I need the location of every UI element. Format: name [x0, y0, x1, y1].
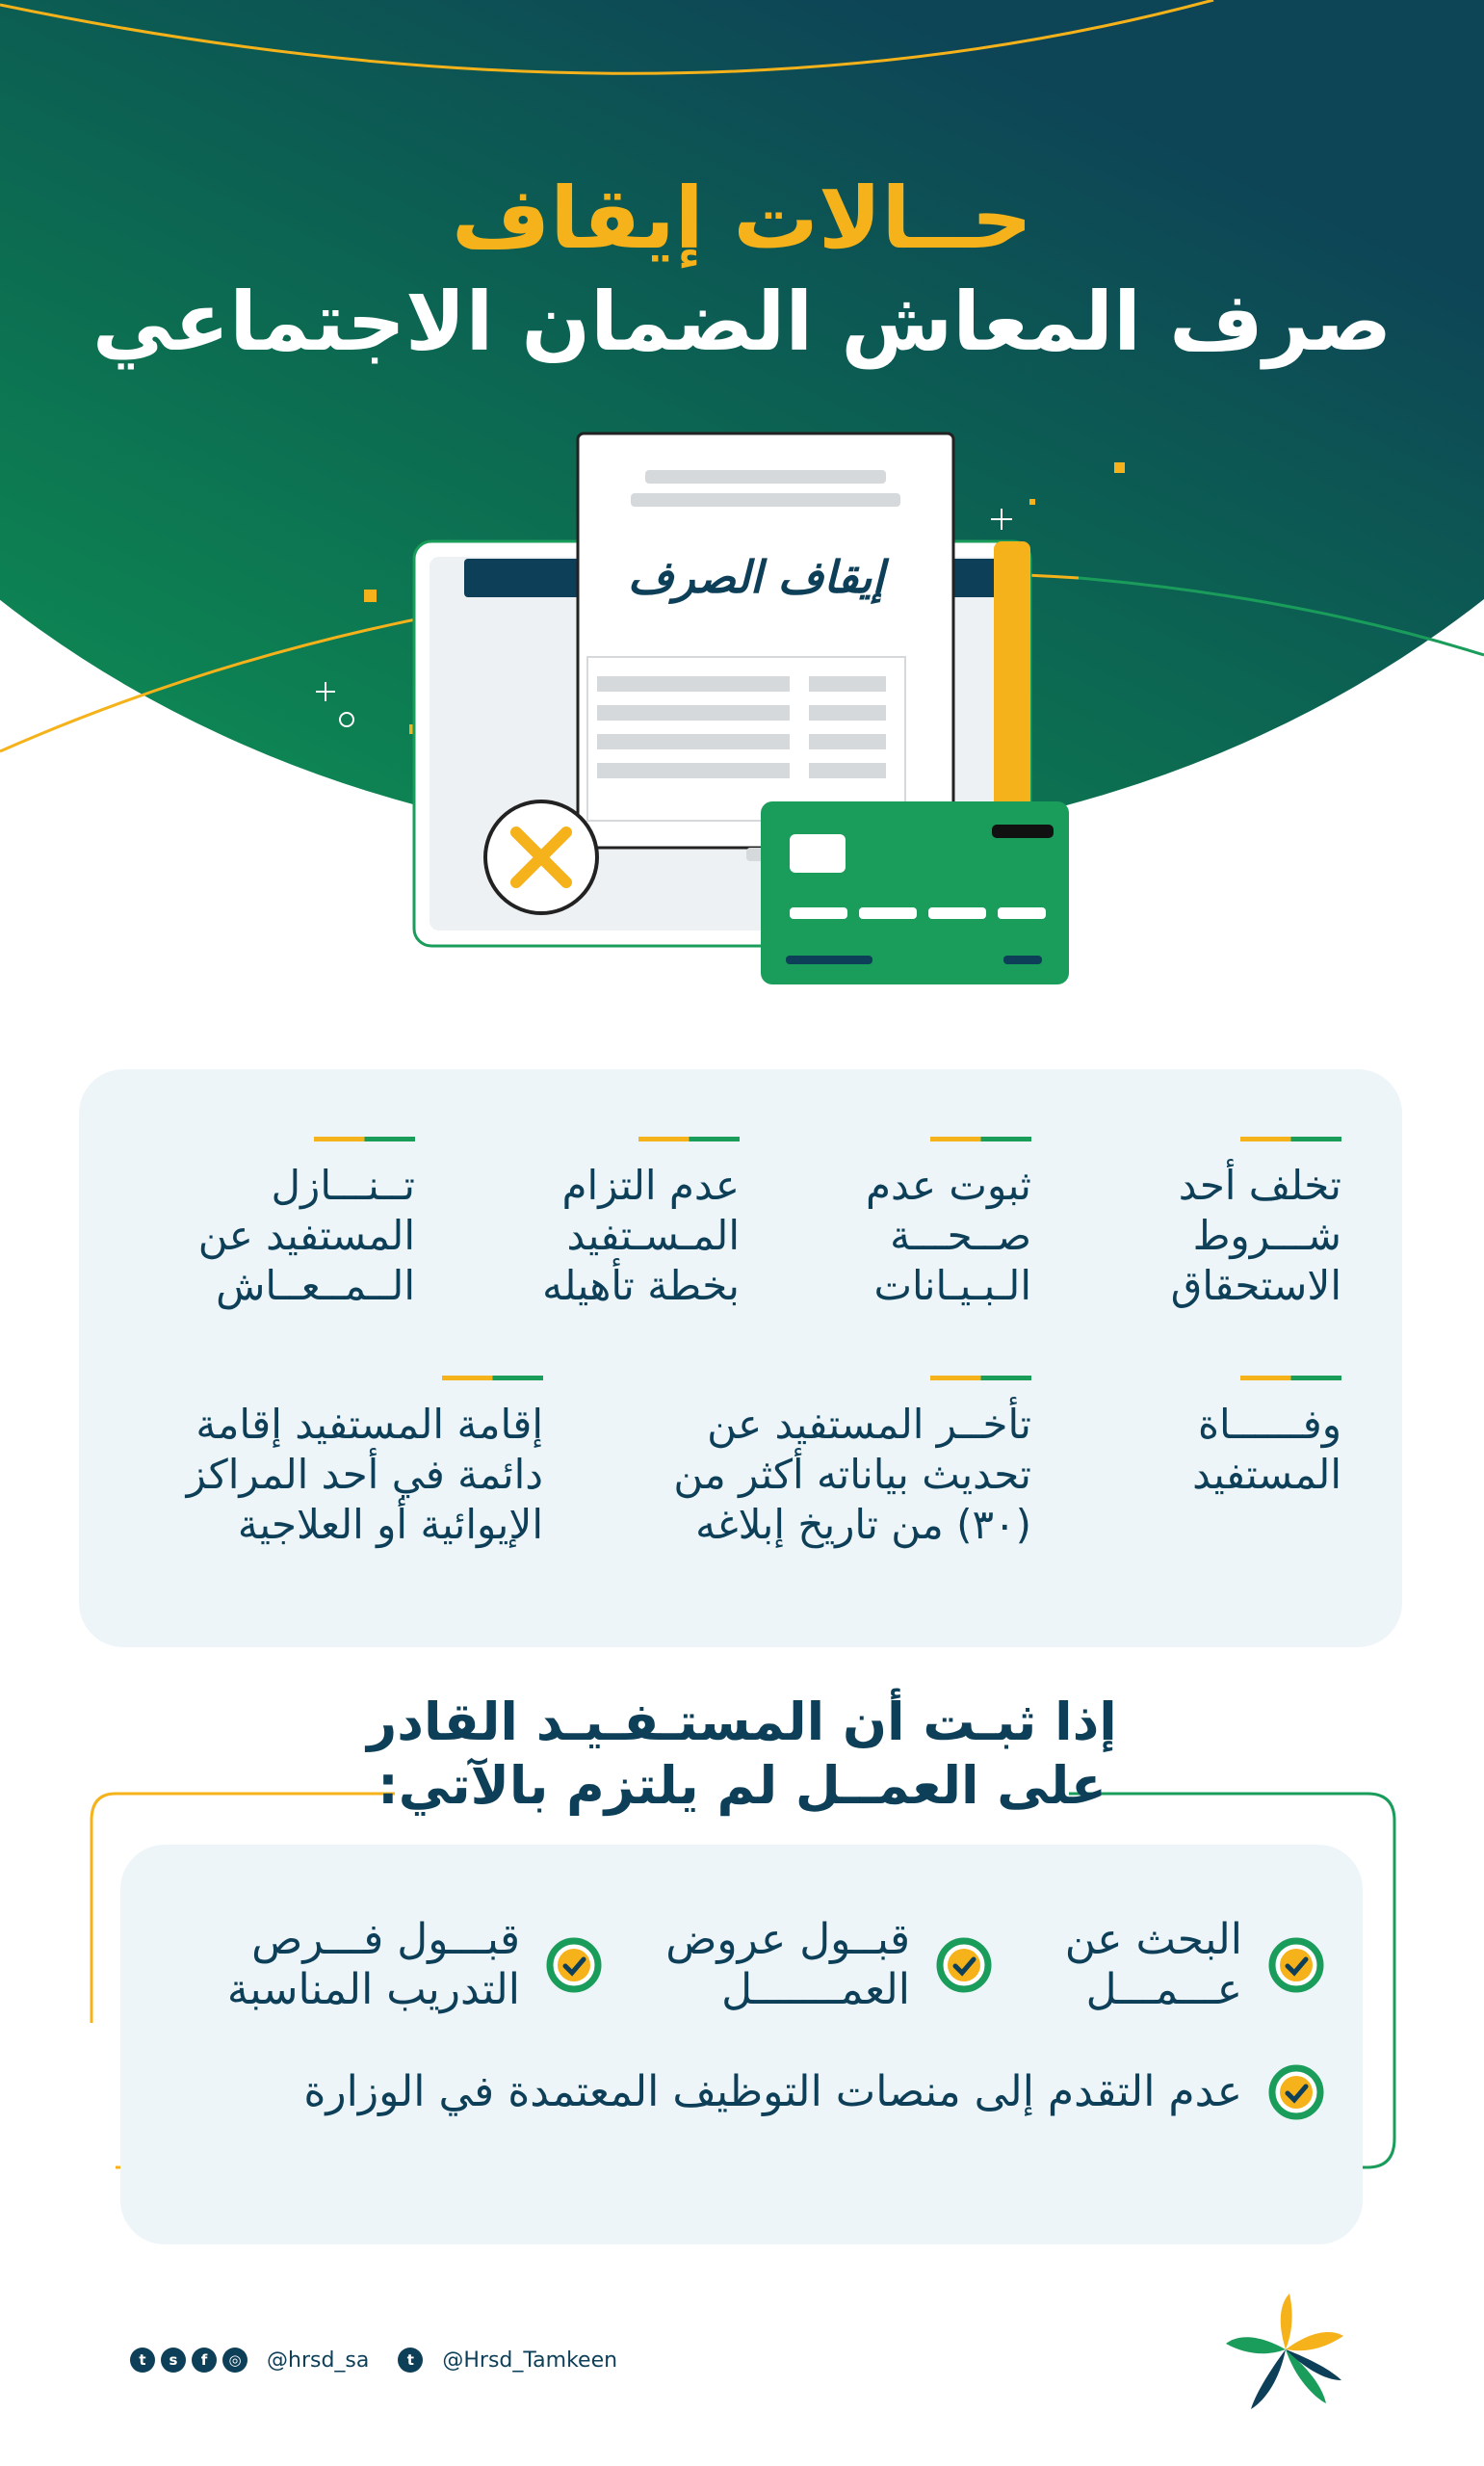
requirements-panel [120, 1845, 1363, 2244]
bank-card-icon [761, 801, 1069, 984]
case-divider [1240, 1137, 1341, 1141]
document-heading: إيقاف الصرف [627, 551, 885, 603]
case-divider [314, 1137, 415, 1141]
case-divider [930, 1137, 1031, 1141]
twitter-icon[interactable]: t [398, 2348, 423, 2373]
snapchat-icon[interactable]: s [161, 2348, 186, 2373]
check-circle-icon [545, 1936, 603, 1994]
case-divider [1240, 1376, 1341, 1380]
case-item: تأخــر المستفيد عن تحديث بياناته أكثر من (٣٠) من تاريخ إبلاغه [673, 1376, 1031, 1550]
requirement-item: قبـــول فـــرص التدريب المناسبة [227, 1915, 603, 2015]
requirement-item: البحث عن عـــمـــل [1065, 1915, 1325, 2015]
check-circle-icon [1267, 2063, 1325, 2121]
case-item: تخلف أحد شـــروط الاستحقاق [1171, 1137, 1341, 1311]
case-divider [638, 1137, 740, 1141]
case-divider [930, 1376, 1031, 1380]
case-item: تــنـــازل المستفيد عن الــمــعــاش [198, 1137, 415, 1311]
requirement-item: قبــول عروض العمـــــــل [665, 1915, 993, 2015]
close-x-icon [485, 801, 597, 913]
instagram-icon[interactable]: ◎ [222, 2348, 247, 2373]
case-item: عدم التزام المـسـتفيد بخطة تأهيله [542, 1137, 740, 1311]
case-divider [442, 1376, 543, 1380]
ministry-logo-icon [1218, 2288, 1353, 2423]
twitter-icon[interactable]: t [130, 2348, 155, 2373]
case-item: ثبوت عدم صــحـــة الـبـيـانات [866, 1137, 1031, 1311]
handle-main[interactable]: @hrsd_sa [267, 2348, 370, 2373]
illustration [404, 424, 1098, 1002]
check-circle-icon [1267, 1936, 1325, 1994]
condition-title: إذا ثبـت أن المستـفـيـد القادر على العمــل لم يلتزم بالآتي: [367, 1692, 1117, 1816]
requirement-item: عدم التقدم إلى منصات التوظيف المعتمدة في الوزارة [303, 2063, 1325, 2121]
check-circle-icon [935, 1936, 993, 1994]
footer-social [130, 2341, 646, 2379]
page-subtitle: صرف المعاش الضمان الاجتماعي [91, 275, 1393, 369]
handle-tamkeen[interactable]: @Hrsd_Tamkeen [442, 2348, 618, 2373]
case-item: وفــــــاة المستفيد [1192, 1376, 1341, 1500]
facebook-icon[interactable]: f [192, 2348, 217, 2373]
case-item: إقامة المستفيد إقامة دائمة في أحد المراكز الإيوائية أو العلاجية [187, 1376, 543, 1550]
document-icon [578, 433, 953, 861]
page-title: حــالات إيقاف [451, 169, 1033, 268]
